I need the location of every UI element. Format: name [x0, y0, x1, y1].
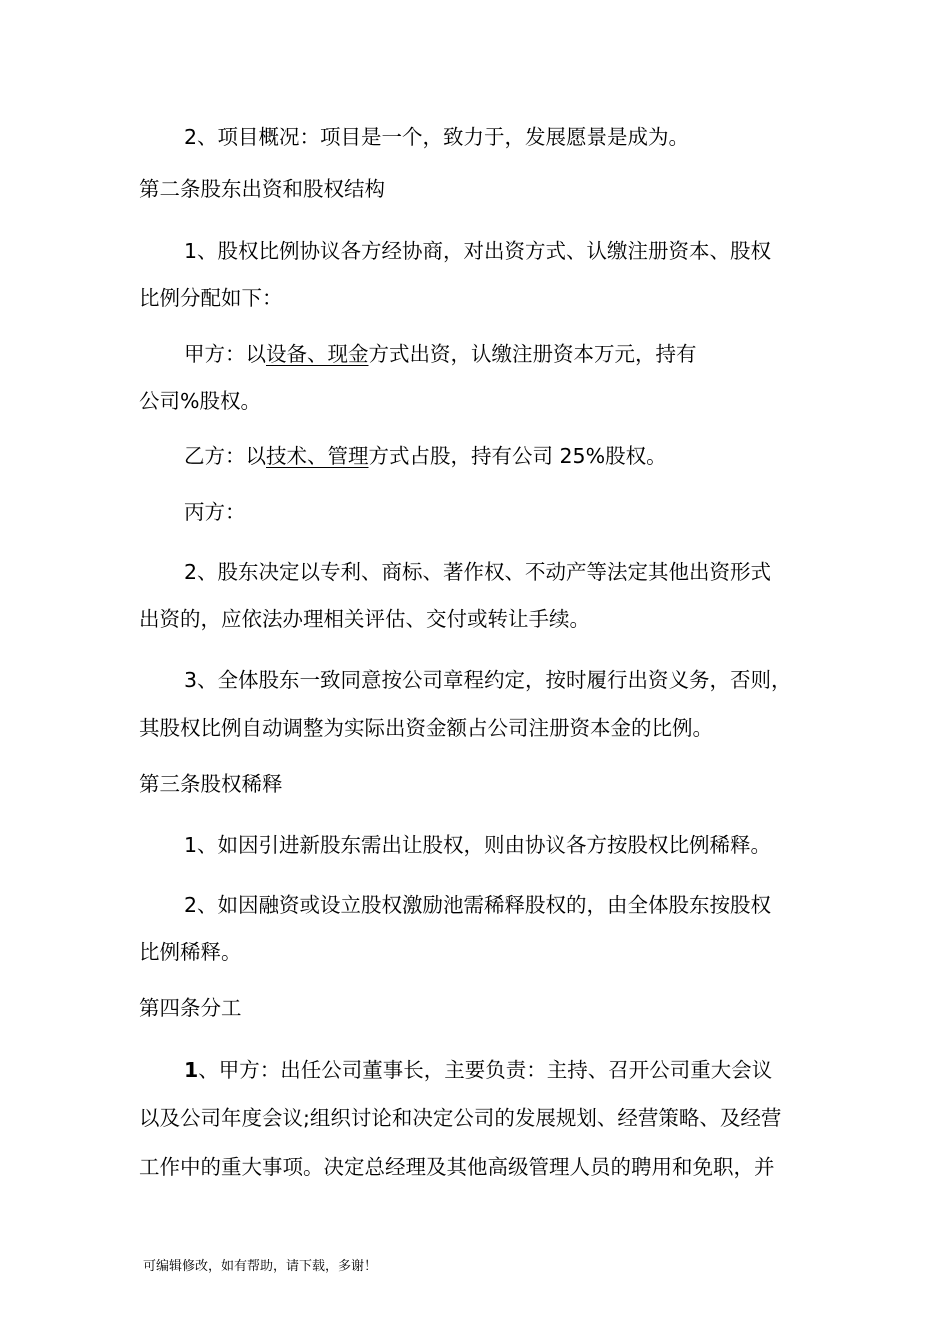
paragraph-dilution-2-line1: 2、如因融资或设立股权激励池需稀释股权的，由全体股东按股权: [184, 893, 772, 917]
paragraph-dilution-1: 1、如因引进新股东需出让股权，则由协议各方按股权比例稀释。: [184, 833, 772, 857]
paragraph-party-b: [184, 446, 667, 467]
heading-article-2: 第二条股东出资和股权结构: [139, 177, 385, 201]
paragraph-party-a-line2: 公司%股权。: [139, 389, 261, 413]
paragraph-equity-ratio-line2: 比例分配如下：: [139, 286, 283, 310]
paragraph-obligations-line1: 3、全体股东一致同意按公司章程约定，按时履行出资义务，否则，: [184, 668, 792, 692]
party-b-suffix: 方式占股，持有公司 25%股权。: [368, 444, 667, 468]
footer-note: 可编辑修改，如有帮助，请下载，多谢！: [143, 1259, 378, 1274]
paragraph-division-line2: 以及公司年度会议;组织讨论和决定公司的发展规划、经营策略、及经营: [139, 1106, 782, 1130]
paragraph-other-contributions-line1: 2、股东决定以专利、商标、著作权、不动产等法定其他出资形式: [184, 560, 772, 584]
paragraph-division-line1: [184, 1060, 772, 1081]
paragraph-project-overview: 2、项目概况：项目是一个，致力于，发展愿景是成为。: [184, 125, 690, 149]
party-b-contribution-form: 技术、管理: [266, 444, 369, 468]
paragraph-party-c: 丙方：: [184, 500, 246, 524]
party-a-prefix: 甲方：以: [184, 342, 266, 366]
paragraph-dilution-2-line2: 比例稀释。: [139, 940, 242, 964]
party-a-contribution-form: 设备、现金: [266, 342, 369, 366]
paragraph-division-line3: 工作中的重大事项。决定总经理及其他高级管理人员的聘用和免职，并: [139, 1155, 775, 1179]
party-a-suffix: 方式出资，认缴注册资本万元，持有: [368, 342, 697, 366]
paragraph-equity-ratio-line1: 1、股权比例协议各方经协商，对出资方式、认缴注册资本、股权: [184, 239, 772, 263]
paragraph-other-contributions-line2: 出资的，应依法办理相关评估、交付或转让手续。: [139, 607, 590, 631]
paragraph-party-a-line1: [184, 344, 697, 365]
heading-article-4: 第四条分工: [139, 996, 242, 1020]
division-line1-text: 、甲方：出任公司董事长，主要负责：主持、召开公司重大会议: [198, 1058, 773, 1082]
paragraph-obligations-line2: 其股权比例自动调整为实际出资金额占公司注册资本金的比例。: [139, 716, 713, 740]
division-item-number: 1: [184, 1058, 199, 1082]
heading-article-3: 第三条股权稀释: [139, 772, 283, 796]
party-b-prefix: 乙方：以: [184, 444, 266, 468]
